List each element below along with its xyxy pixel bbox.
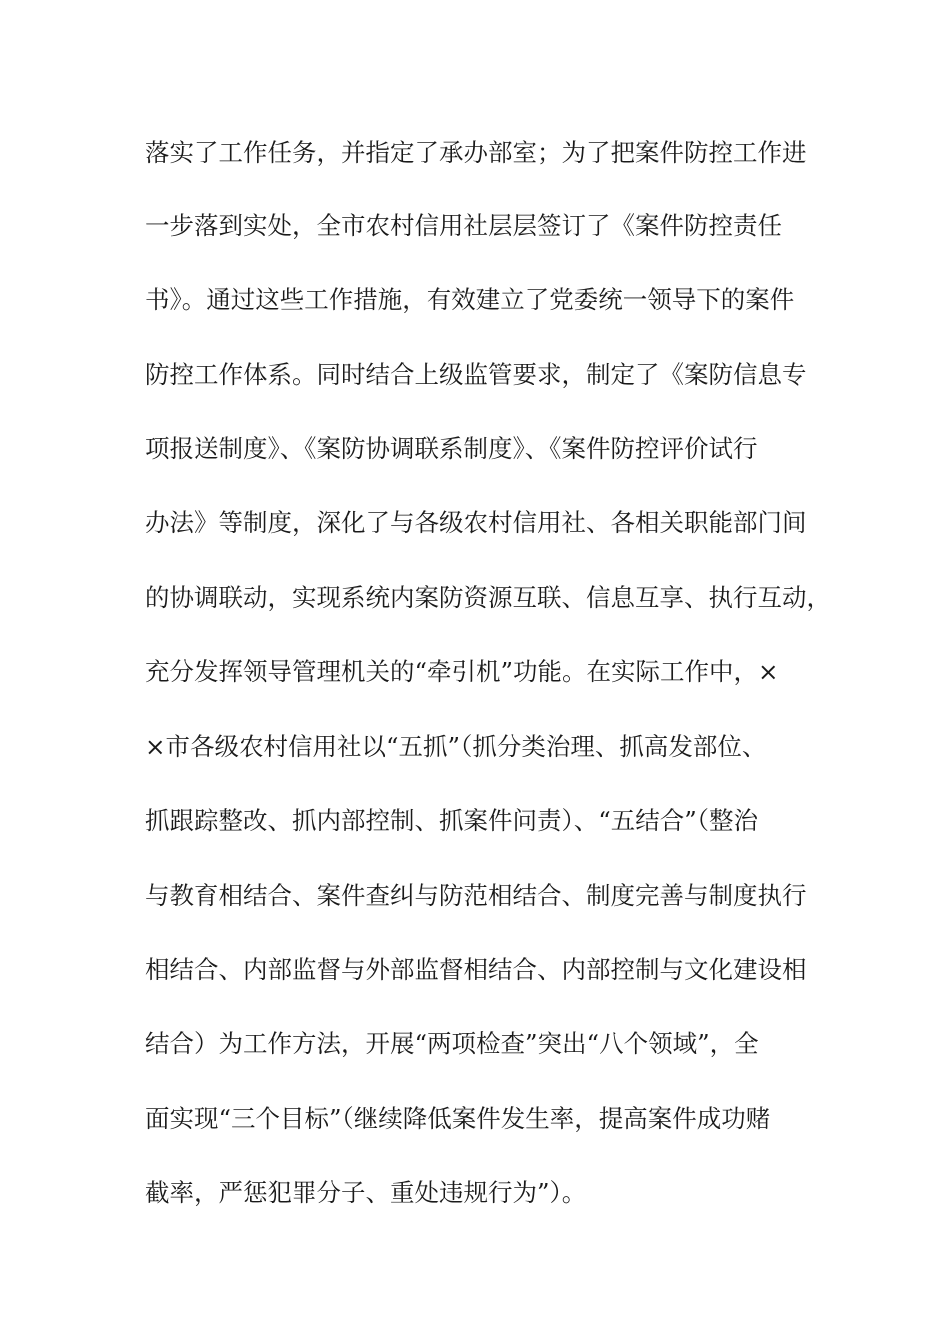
paragraph-line: 一步落到实处，全市农村信用社层层签订了《案件防控责任 (145, 211, 782, 240)
paragraph-line: ×市各级农村信用社以“五抓”（抓分类治理、抓高发部位、 (145, 732, 767, 761)
paragraph-line: 充分发挥领导管理机关的“牵引机”功能。在实际工作中，× (145, 657, 779, 686)
paragraph-line: 防控工作体系。同时结合上级监管要求，制定了《案防信息专 (145, 360, 807, 389)
paragraph-line: 办法》等制度，深化了与各级农村信用社、各相关职能部门间 (145, 508, 807, 537)
paragraph-line: 抓跟踪整改、抓内部控制、抓案件问责）、“五结合”（整治 (145, 806, 759, 835)
paragraph-line: 截率，严惩犯罪分子、重处违规行为”）。 (145, 1178, 587, 1207)
paragraph-line: 结合）为工作方法，开展“两项检查”突出“八个领域”，全 (145, 1029, 759, 1058)
paragraph-line: 相结合、内部监督与外部监督相结合、内部控制与文化建设相 (145, 955, 807, 984)
paragraph-line: 面实现“三个目标”（继续降低案件发生率，提高案件成功赌 (145, 1104, 771, 1133)
paragraph-line: 书》。通过这些工作措施，有效建立了党委统一领导下的案件 (145, 285, 795, 314)
paragraph-line: 项报送制度》、《案防协调联系制度》、《案件防控评价试行 (145, 434, 758, 463)
paragraph-line: 与教育相结合、案件查纠与防范相结合、制度完善与制度执行 (145, 881, 807, 910)
paragraph-line: 的协调联动，实现系统内案防资源互联、信息互享、执行互动， (145, 583, 831, 612)
paragraph-line: 落实了工作任务，并指定了承办部室；为了把案件防控工作进 (145, 138, 807, 167)
